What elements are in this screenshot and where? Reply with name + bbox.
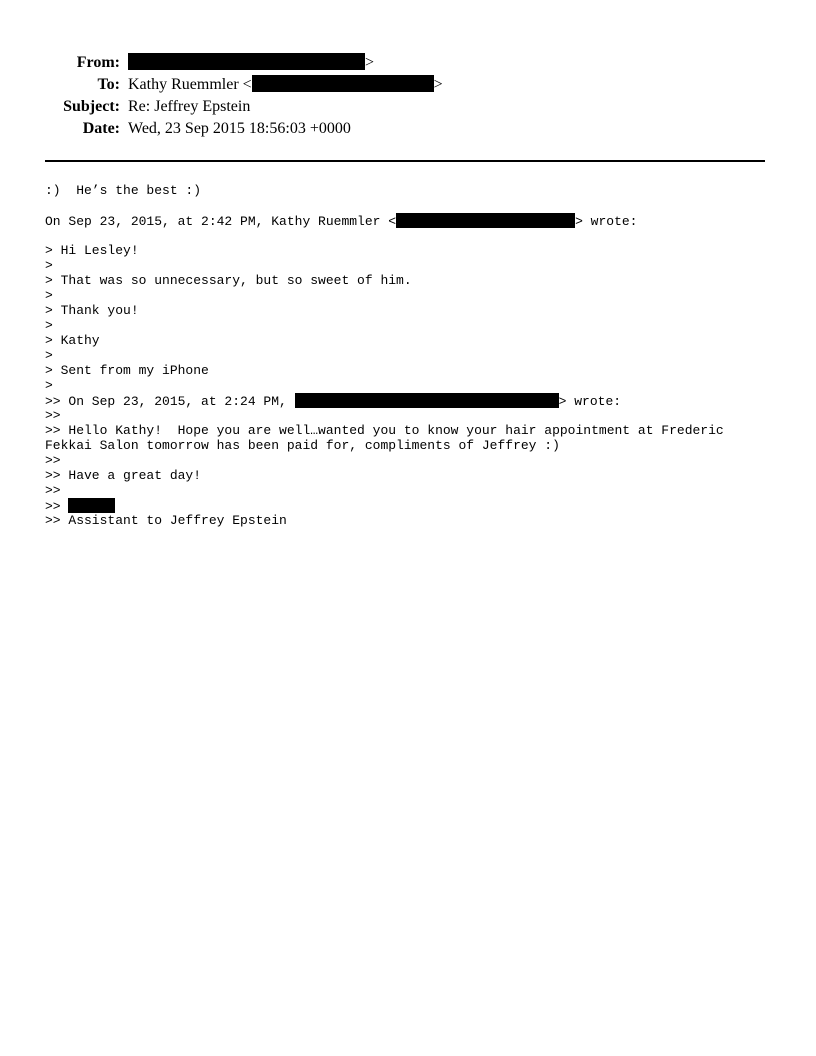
quoted-line: >> <box>45 483 61 498</box>
redaction-box <box>396 213 575 228</box>
subject-label: Subject: <box>63 98 120 115</box>
quoted-line: >> Assistant to Jeffrey Epstein <box>45 513 287 528</box>
quoted-line: Fekkai Salon tomorrow has been paid for, compliments of Jeffrey :) <box>45 438 560 453</box>
email-body <box>45 183 724 528</box>
quoted-line: >> <box>45 453 61 468</box>
quoted-line: >> Hello Kathy! Hope you are well…wanted you to know your hair appointment at Frederic <box>45 423 724 438</box>
reply-text: :) He’s the best :) <box>45 183 202 198</box>
signature-line <box>45 498 724 513</box>
subject-value: Re: Jeffrey Epstein <box>128 98 251 115</box>
quote-attribution-end: > wrote: <box>575 214 638 229</box>
quoted-line: >> Have a great day! <box>45 468 202 483</box>
nested-quote-attribution <box>45 393 724 408</box>
quoted-line: > <box>45 318 53 333</box>
quoted-line: >> <box>45 408 61 423</box>
redaction-box <box>295 393 559 408</box>
quoted-line: > <box>45 288 53 303</box>
quoted-line: > <box>45 348 53 363</box>
quote-attribution-text: On Sep 23, 2015, at 2:42 PM, Kathy Ruemmler < <box>45 214 397 229</box>
quoted-line: > Hi Lesley! <box>45 243 139 258</box>
quoted-line: > <box>45 378 53 393</box>
header-divider <box>45 160 765 162</box>
email-header <box>0 52 816 140</box>
date-value: Wed, 23 Sep 2015 18:56:03 +0000 <box>128 120 351 137</box>
date-row <box>0 118 816 140</box>
to-close: > <box>433 76 443 93</box>
nested-attribution-text: >> On Sep 23, 2015, at 2:24 PM, <box>45 394 295 409</box>
from-value <box>128 54 374 71</box>
nested-attribution-end: > wrote: <box>558 394 622 409</box>
quote-attribution <box>45 213 724 228</box>
quoted-line: > Thank you! <box>45 303 139 318</box>
redaction-box <box>252 75 434 92</box>
quoted-line: > Kathy <box>45 333 100 348</box>
quoted-line: > Sent from my iPhone <box>45 363 209 378</box>
to-row <box>0 74 816 96</box>
quoted-line: > <box>45 258 53 273</box>
to-name: Kathy Ruemmler < <box>128 76 252 93</box>
to-value <box>128 76 443 93</box>
to-label: To: <box>97 76 120 93</box>
from-label: From: <box>76 54 120 71</box>
redaction-box <box>128 53 365 70</box>
spacer <box>45 198 724 213</box>
signature-prefix: >> <box>45 499 69 514</box>
subject-row <box>0 96 816 118</box>
date-label: Date: <box>82 120 120 137</box>
from-close: > <box>365 54 375 71</box>
redaction-box <box>68 498 115 513</box>
from-row <box>0 52 816 74</box>
spacer <box>45 228 724 243</box>
quoted-line: > That was so unnecessary, but so sweet of him. <box>45 273 412 288</box>
